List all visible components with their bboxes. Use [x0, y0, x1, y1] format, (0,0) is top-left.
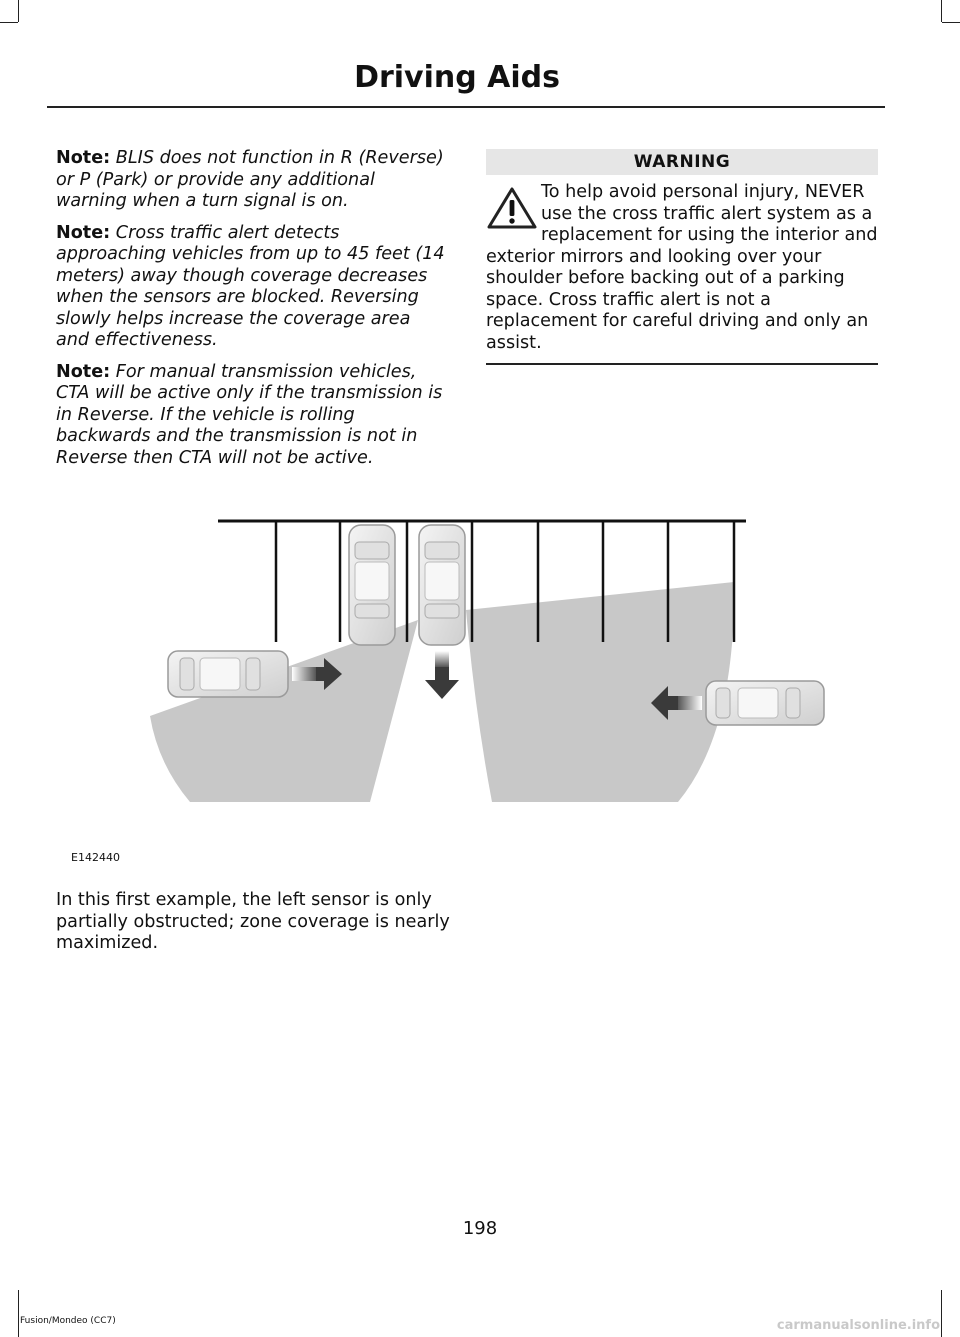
- note: [56, 362, 448, 470]
- warning-rule: [486, 363, 878, 365]
- warning-body: [486, 182, 878, 363]
- crop-mark: [942, 22, 960, 23]
- note-label: Note:: [56, 148, 111, 168]
- left-sensor-zone: [150, 620, 418, 802]
- figure-caption: In this first example, the left sensor is only partially obstructed; zone coverage is nearly maximized.: [56, 890, 450, 953]
- warning-heading: WARNING: [486, 149, 878, 175]
- header-rule: [47, 106, 885, 108]
- note: [56, 148, 448, 213]
- footer-model: Fusion/Mondeo (CC7): [20, 1316, 116, 1326]
- figure-id: E142440: [71, 851, 120, 864]
- footer-watermark: carmanualsonline.info: [776, 1318, 940, 1333]
- reversing-vehicle: [419, 525, 465, 645]
- note-text: BLIS does not function in R (Reverse) or P (Park) or provide any additional warning when a turn signal is on.: [56, 148, 444, 211]
- note: [56, 223, 448, 352]
- crop-mark: [18, 1290, 19, 1337]
- approaching-car-right: [706, 681, 824, 725]
- reverse-arrow-icon: [425, 651, 459, 699]
- warning-triangle-icon: [486, 186, 538, 230]
- page-title: Driving Aids: [354, 60, 560, 95]
- cross-traffic-diagram: [140, 512, 840, 812]
- right-sensor-zone: [466, 582, 734, 802]
- crop-mark: [0, 22, 18, 23]
- note-label: Note:: [56, 361, 111, 382]
- crop-mark: [18, 0, 19, 22]
- note-text: For manual transmission vehicles, CTA will be active only if the transmission is in Reverse. If the vehicle is rolling backwards and the transmission is not in Reverse then CTA will not be active.: [56, 361, 443, 468]
- notes-column: [56, 148, 448, 479]
- parked-car: [349, 525, 395, 645]
- note-label: Note:: [56, 222, 111, 243]
- crop-mark: [941, 0, 942, 22]
- crop-mark: [941, 1290, 942, 1337]
- approaching-car-left: [168, 651, 288, 697]
- page-number: 198: [462, 1218, 498, 1239]
- warning-box: [486, 149, 878, 365]
- note-text: Cross traffic alert detects approaching vehicles from up to 45 feet (14 meters) away though coverage decreases when the sensors are blocked. Reversing slowly helps increase the coverage area and effectiveness.: [56, 222, 445, 350]
- warning-text: To help avoid personal injury, NEVER use the cross traffic alert system as a replacement for using the interior and exterior mirrors and looking over your shoulder before backing out of a parking space. Cross traffic alert is not a replacement for careful driving and only an assist.: [486, 182, 878, 353]
